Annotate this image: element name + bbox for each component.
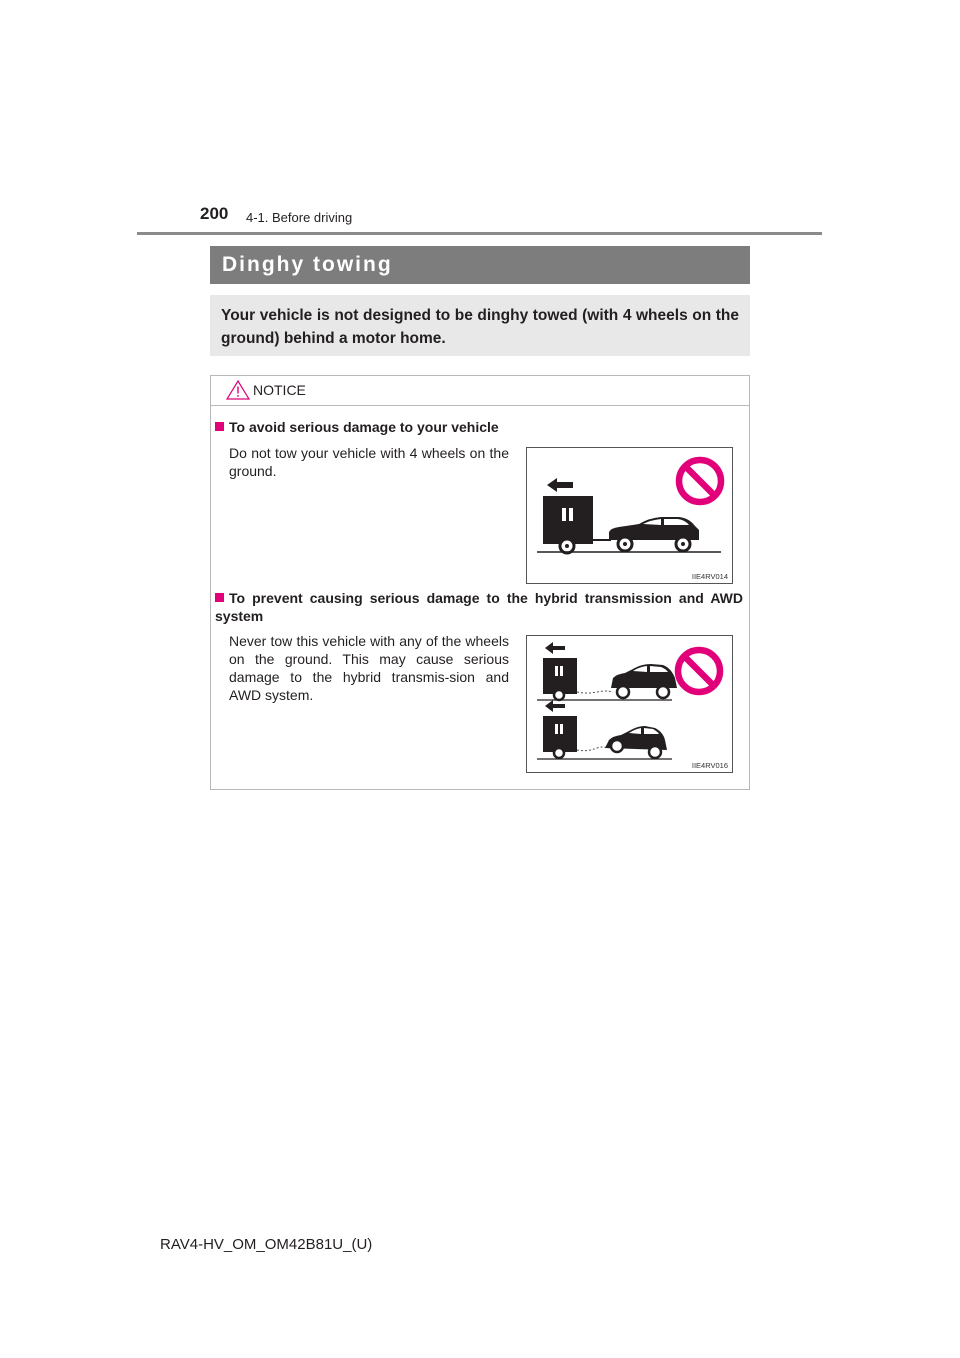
notice-box — [210, 375, 750, 790]
warning-triangle-icon — [225, 379, 251, 401]
page-number: 200 — [200, 204, 229, 223]
notice-item-heading: To prevent causing serious damage to the hybrid transmission and AWD system — [215, 590, 743, 624]
illustration-towing-any-wheels — [526, 635, 733, 773]
intro-summary: Your vehicle is not designed to be dinghy towed (with 4 wheels on the ground) behind a motor home. — [210, 295, 750, 356]
bullet-square-icon — [215, 593, 224, 602]
page-title: Dinghy towing — [222, 253, 393, 276]
figure-code: IIE4RV016 — [691, 761, 728, 770]
page-title-bar — [210, 246, 750, 284]
notice-header — [211, 376, 749, 406]
header-divider — [137, 232, 822, 235]
section-title: 4-1. Before driving — [246, 210, 353, 225]
prohibition-icon — [678, 650, 720, 692]
footer-manual-code: RAV4-HV_OM_OM42B81U_(U) — [160, 1236, 373, 1253]
notice-item-heading: To avoid serious damage to your vehicle — [215, 418, 499, 436]
figure-code: IIE4RV014 — [691, 572, 728, 581]
notice-item-text: Never tow this vehicle with any of the wheels on the ground. This may cause serious damage to the hybrid transmis-sion and AWD system. — [229, 633, 509, 703]
notice-label: NOTICE — [253, 382, 306, 398]
bullet-square-icon — [215, 422, 224, 431]
illustration-towing-four-wheels — [526, 447, 733, 584]
prohibition-icon — [679, 460, 721, 502]
notice-item-text: Do not tow your vehicle with 4 wheels on the ground. — [229, 445, 509, 479]
arrow-left-icon — [547, 478, 573, 492]
